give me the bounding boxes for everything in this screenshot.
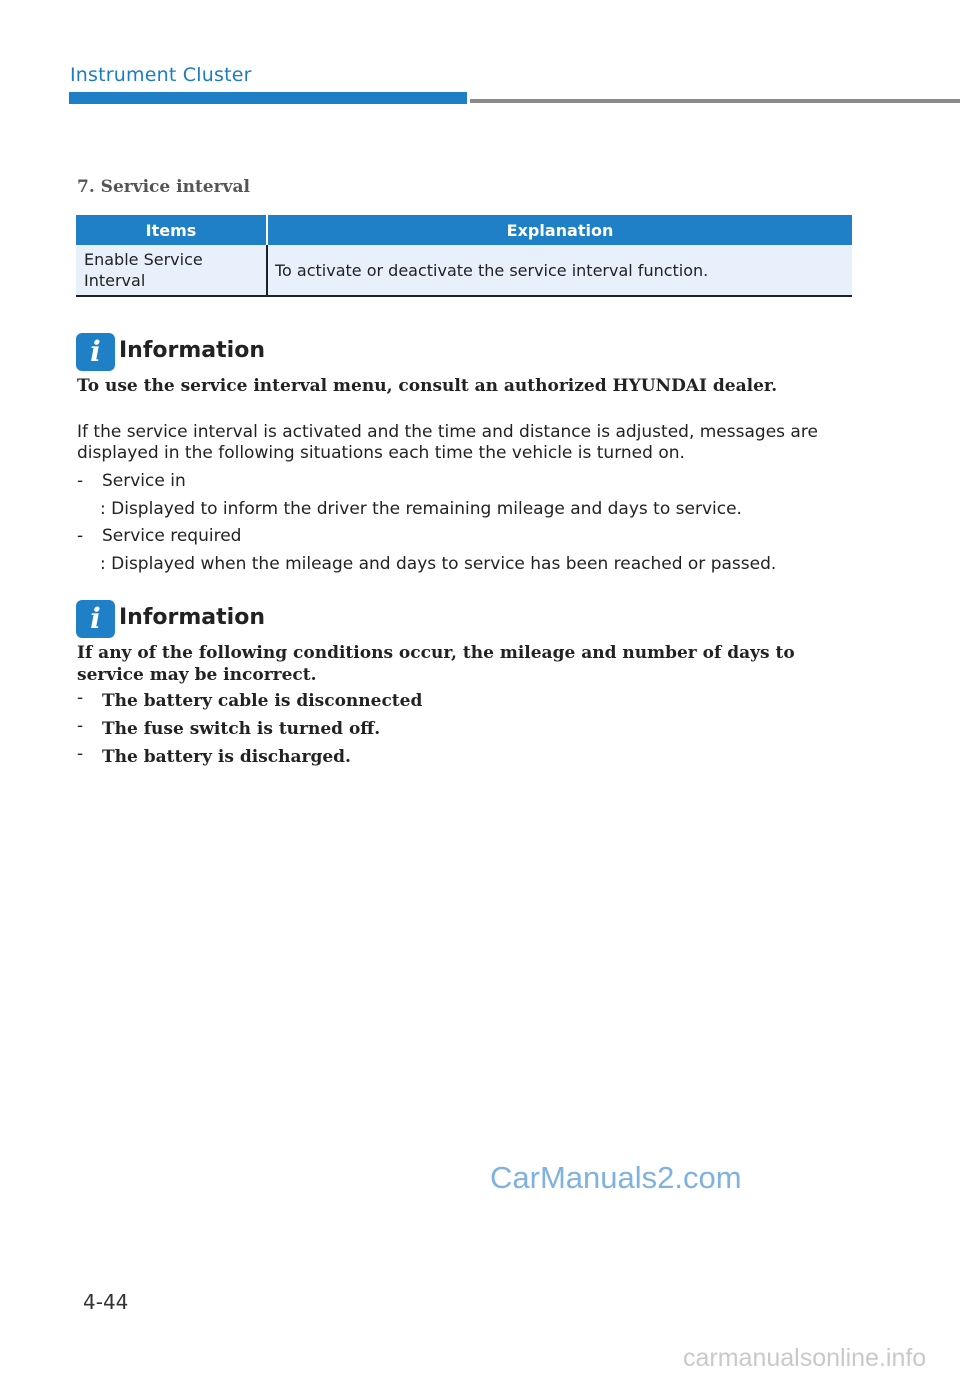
- list-dash: -: [77, 688, 84, 708]
- header-title: Instrument Cluster: [70, 64, 252, 86]
- list-dash: -: [77, 744, 84, 764]
- info-note-1: To use the service interval menu, consult an authorized HYUNDAI dealer.: [77, 376, 778, 396]
- service-interval-table: [76, 215, 852, 297]
- header-bar-rule: [470, 99, 960, 103]
- body-paragraph: If the service interval is activated and the time and distance is adjusted, messages are displayed in the following situations each time the vehicle is turned on.: [77, 422, 818, 463]
- column-header-explanation: Explanation: [267, 215, 852, 245]
- header-bar-accent: [69, 92, 467, 104]
- list-dash: -: [77, 716, 84, 736]
- info-icon: i: [76, 600, 115, 638]
- list-item-desc: : Displayed when the mileage and days to service has been reached or passed.: [100, 554, 777, 574]
- list-dash: -: [77, 526, 84, 546]
- info-label: Information: [119, 338, 265, 363]
- list-item-desc: : Displayed to inform the driver the remaining mileage and days to service.: [100, 499, 742, 519]
- table-header-row: [76, 215, 852, 245]
- table-cell-explanation: To activate or deactivate the service interval function.: [267, 245, 852, 296]
- table-cell-item: Enable Service Interval: [76, 245, 267, 296]
- footer-watermark: carmanualsonline.info: [683, 1344, 927, 1372]
- list-item-title: Service required: [102, 526, 242, 546]
- table-row: [76, 245, 852, 296]
- page-number: 4-44: [83, 1290, 129, 1314]
- list-item-text: The battery is discharged.: [102, 747, 351, 767]
- list-item-text: The fuse switch is turned off.: [102, 719, 381, 739]
- list-dash: -: [77, 471, 84, 491]
- info-label: Information: [119, 605, 265, 630]
- list-item-text: The battery cable is disconnected: [102, 691, 423, 711]
- section-title: 7. Service interval: [77, 177, 250, 197]
- column-header-items: Items: [76, 215, 267, 245]
- info-note-2: If any of the following conditions occur, the mileage and number of days to service may be incorrect.: [77, 643, 795, 685]
- list-item-title: Service in: [102, 471, 186, 491]
- watermark-text: CarManuals2.com: [490, 1160, 742, 1195]
- info-icon: i: [76, 333, 115, 371]
